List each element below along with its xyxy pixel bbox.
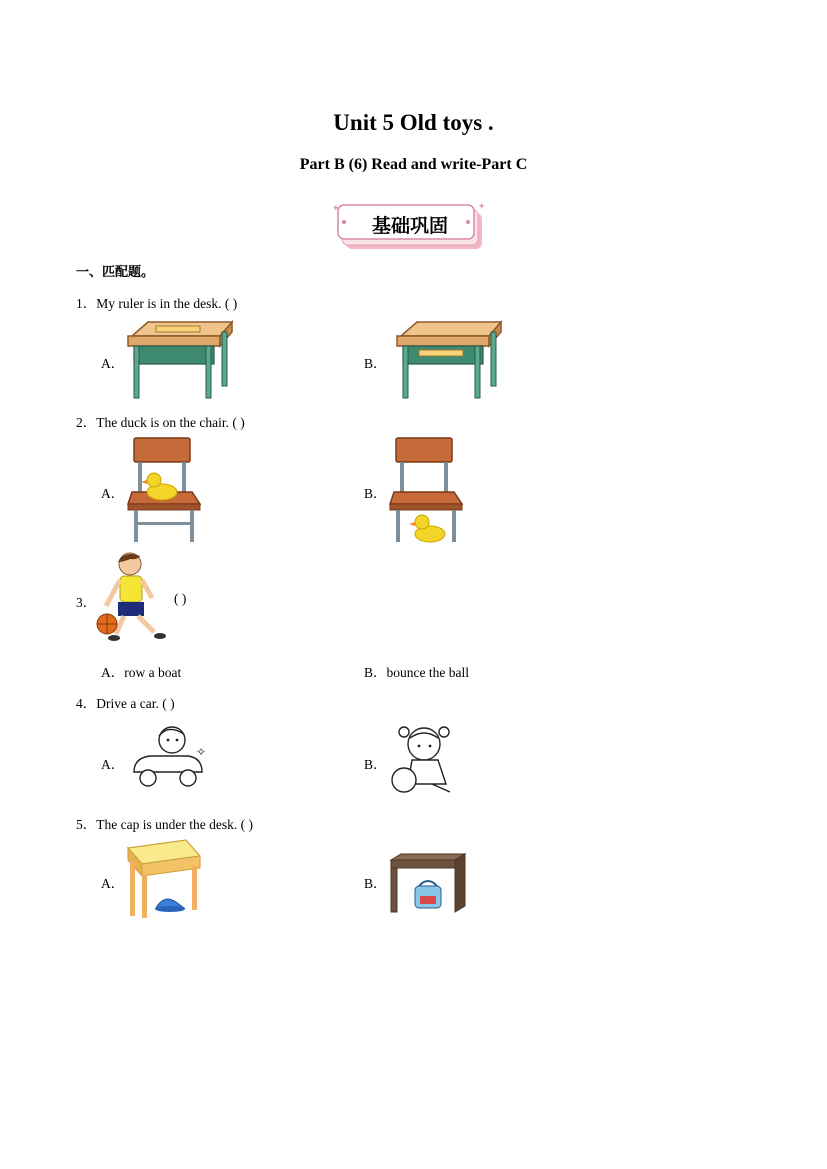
option-letter: A． [101, 665, 125, 680]
option-b [364, 661, 469, 681]
question-2 [76, 411, 245, 431]
chair-duck-on-seat-image [126, 436, 206, 546]
question-number: 1． [76, 296, 97, 311]
boy-bouncing-ball-image [94, 550, 174, 648]
question-number: 2． [76, 415, 97, 430]
svg-text:✦: ✦ [332, 203, 340, 213]
desk-ruler-inside-image [395, 320, 505, 400]
question-1 [76, 292, 237, 312]
option-letter: A． [101, 876, 125, 891]
cap-under-desk-image [126, 838, 206, 922]
option-text: row a boat [124, 665, 182, 680]
girl-with-ball-image [388, 722, 460, 800]
option-letter: A． [101, 486, 125, 501]
question-number: 3． [76, 595, 97, 610]
chair-duck-under-image [388, 436, 468, 546]
badge-label: 基础巩固 [371, 215, 448, 237]
question-5 [76, 813, 253, 833]
page-subtitle: Part B (6) Read and write-Part C [299, 156, 528, 173]
option-text: bounce the ball [386, 665, 469, 680]
option-letter: B． [364, 356, 387, 371]
question-number: 4． [76, 696, 97, 711]
option-letter: B． [364, 757, 387, 772]
child-in-toy-car-image [128, 722, 210, 794]
option-letter: B． [364, 486, 387, 501]
option-letter: A． [101, 356, 125, 371]
option-letter: A． [101, 757, 125, 772]
question-text: The cap is under the desk. ( ) [96, 817, 253, 832]
question-answer-blank: ( ) [174, 591, 187, 606]
option-letter: B． [364, 665, 387, 680]
page-title: Unit 5 Old toys . [333, 110, 494, 135]
question-text: Drive a car. ( ) [96, 696, 175, 711]
question-text: My ruler is in the desk. ( ) [96, 296, 238, 311]
option-a [101, 661, 181, 681]
question-4 [76, 692, 175, 712]
option-letter: B． [364, 876, 387, 891]
bag-under-desk-image [389, 852, 469, 914]
question-text: The duck is on the chair. ( ) [96, 415, 245, 430]
svg-text:✦: ✦ [478, 201, 486, 211]
question-number: 5． [76, 817, 97, 832]
section-heading: 一、匹配题。 [76, 265, 155, 280]
svg-text:✧: ✧ [196, 745, 207, 759]
desk-ruler-on-top-image [126, 320, 236, 400]
